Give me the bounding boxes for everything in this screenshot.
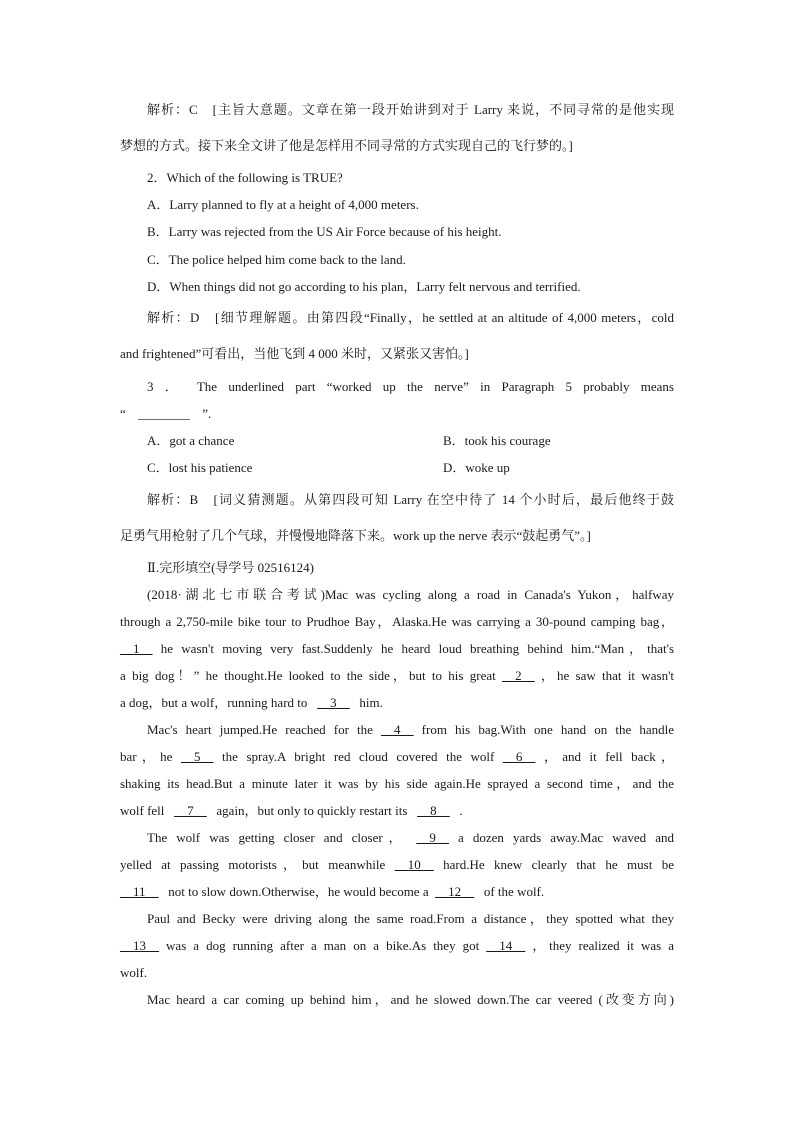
question-3-stem-blank-line xyxy=(120,405,674,423)
question-2-stem: 2．Which of the following is TRUE? xyxy=(147,170,343,185)
close-quote: ”. xyxy=(202,406,212,421)
blank-9: __9__ xyxy=(416,830,449,845)
open-quote: “ xyxy=(120,406,126,421)
passage-p4-line3: wolf. xyxy=(120,965,148,980)
question-2-option-a: A．Larry planned to fly at a height of 4,000 meters. xyxy=(147,197,419,212)
passage-text: from his bag.With one hand on the handle xyxy=(421,722,674,737)
analysis-q2-line2: and frightened”可看出，当他飞到 4 000 米时，又紧张又害怕。] xyxy=(120,346,469,361)
blank-3: __3__ xyxy=(317,695,350,710)
analysis-q1-line1: 解析：C [主旨大意题。文章在第一段开始讲到对于 Larry 来说，不同寻常的是他实现 xyxy=(147,102,674,117)
blank-11: __11__ xyxy=(120,884,159,899)
section-title: Ⅱ.完形填空(导学号 02516124) xyxy=(147,560,314,575)
blank-2: __2__ xyxy=(502,668,535,683)
passage-text: of the wolf. xyxy=(483,884,545,899)
passage-text: ，he saw that it wasn't xyxy=(540,668,675,683)
passage-p2-line4 xyxy=(120,802,674,820)
question-3-options-row2 xyxy=(147,459,674,477)
question-2-option-c: C．The police helped him come back to the land. xyxy=(147,252,406,267)
question-3-options-row1 xyxy=(147,432,674,450)
passage-text: bar，he xyxy=(120,749,173,764)
passage-text: yelled at passing motorists，but meanwhile xyxy=(120,857,386,872)
question-3-option-a: A．got a chance xyxy=(147,433,235,448)
blank-7: __7__ xyxy=(174,803,207,818)
passage-text: he wasn't moving very fast.Suddenly he heard loud breathing behind him.“Man，that's xyxy=(160,641,674,656)
passage-p1-line3 xyxy=(120,640,674,658)
passage-text: was a dog running after a man on a bike.As they got xyxy=(166,938,480,953)
passage-text: not to slow down.Otherwise，he would become a xyxy=(168,884,429,899)
question-3-option-d: D．woke up xyxy=(443,460,510,475)
question-3-option-c: C．lost his patience xyxy=(147,460,253,475)
passage-p3-line3 xyxy=(120,883,674,901)
question-2-option-d: D．When things did not go according to his plan，Larry felt nervous and terrified. xyxy=(147,279,581,294)
passage-p1-line1: (2018·湖北七市联合考试)Mac was cycling along a road in Canada's Yukon，halfway xyxy=(147,587,674,602)
blank-12: __12__ xyxy=(435,884,475,899)
passage-text: the spray.A bright red cloud covered the wolf xyxy=(222,749,495,764)
passage-p1-line4 xyxy=(120,667,674,685)
analysis-q3-line2: 足勇气用枪射了几个气球，并慢慢地降落下来。work up the nerve 表示“鼓起勇气”。] xyxy=(120,528,591,543)
passage-text: a dog，but a wolf，running hard to xyxy=(120,695,308,710)
passage-p2-line1 xyxy=(147,721,674,739)
question-2-option-b: B．Larry was rejected from the US Air Force because of his height. xyxy=(147,224,502,239)
passage-text: The wolf was getting closer and closer， xyxy=(147,830,408,845)
passage-text: again，but only to quickly restart its xyxy=(216,803,408,818)
question-3-option-b: B．took his courage xyxy=(443,433,551,448)
passage-text: wolf fell xyxy=(120,803,165,818)
blank-5: __5__ xyxy=(181,749,214,764)
passage-p4-line1: Paul and Becky were driving along the same road.From a distance，they spotted what they xyxy=(147,911,674,926)
question-3-stem: 3 ． The underlined part “worked up the nerve” in Paragraph 5 probably means xyxy=(147,379,674,394)
blank-13: __13__ xyxy=(120,938,159,953)
passage-text: ，and it fell back， xyxy=(543,749,675,764)
passage-text: him. xyxy=(359,695,383,710)
blank-6: __6__ xyxy=(502,749,536,764)
blank-14: __14__ xyxy=(486,938,526,953)
passage-p2-line3: shaking its head.But a minute later it was by his side again.He sprayed a second time，and the xyxy=(120,776,674,791)
analysis-q1-line2: 梦想的方式。接下来全文讲了他是怎样用不同寻常的方式实现自己的飞行梦的。] xyxy=(120,138,573,153)
blank-4: __4__ xyxy=(381,722,414,737)
passage-text: hard.He knew clearly that he must be xyxy=(443,857,675,872)
passage-p4-line2 xyxy=(120,937,674,955)
passage-p2-line2 xyxy=(120,748,674,766)
blank-8: __8__ xyxy=(417,803,450,818)
analysis-q3-line1: 解析：B [词义猜测题。从第四段可知 Larry 在空中待了 14 个小时后，最后他终于鼓 xyxy=(147,492,674,507)
passage-text: a dozen yards away.Mac waved and xyxy=(458,830,674,845)
passage-p3-line1 xyxy=(147,829,674,847)
passage-p5-line1: Mac heard a car coming up behind him，and he slowed down.The car veered (改变方向) xyxy=(147,992,674,1007)
passage-p3-line2 xyxy=(120,856,674,874)
passage-p1-line5 xyxy=(120,694,674,712)
passage-text: . xyxy=(459,803,463,818)
blank-1: __1__ xyxy=(120,641,153,656)
blank-10: __10__ xyxy=(394,857,434,872)
passage-text: ，they realized it was a xyxy=(532,938,675,953)
question-3-blank: ________ xyxy=(138,406,191,421)
analysis-q2-line1: 解析：D [细节理解题。由第四段“Finally，he settled at an altitude of 4,000 meters，cold xyxy=(147,310,674,325)
passage-p1-line2: through a 2,750-mile bike tour to Prudhoe Bay，Alaska.He was carrying a 30-pound camping bag， xyxy=(120,614,674,629)
passage-text: a big dog！” he thought.He looked to the side，but to his great xyxy=(120,668,496,683)
passage-text: Mac's heart jumped.He reached for the xyxy=(147,722,373,737)
